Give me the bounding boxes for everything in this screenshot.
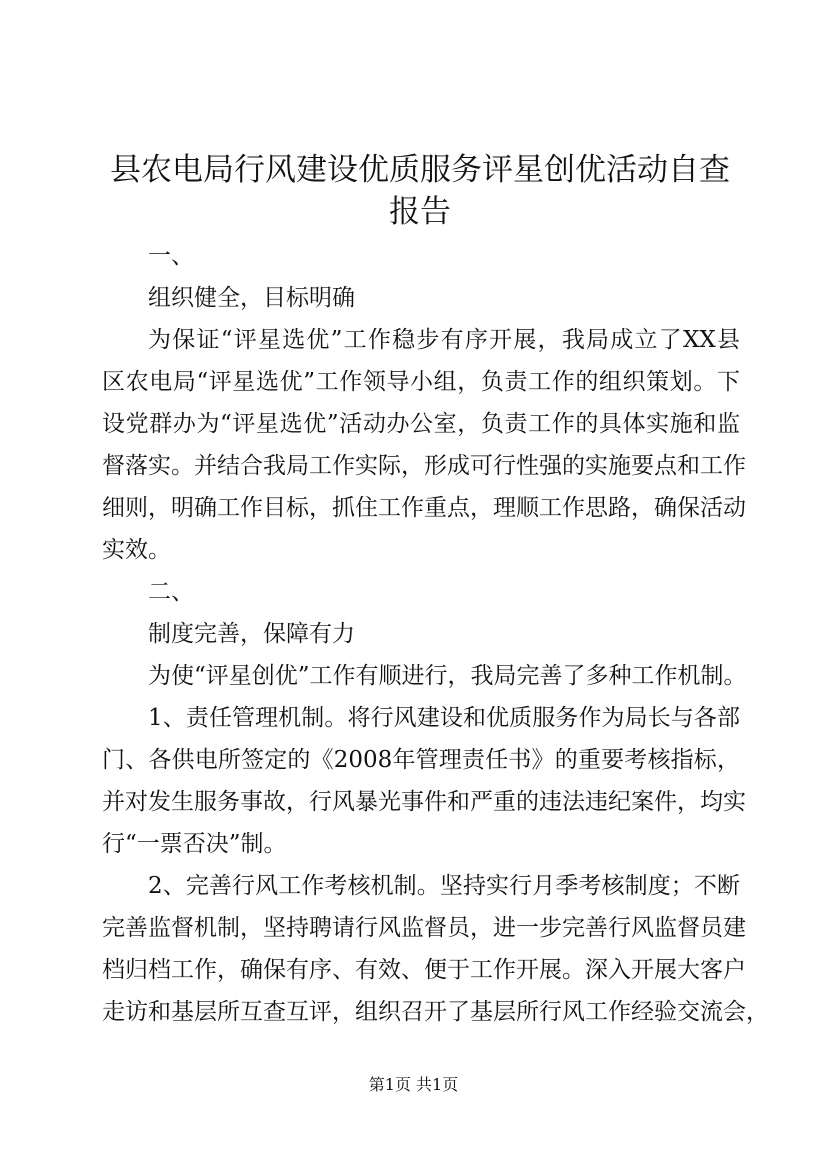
paragraph-line: 档归档工作，确保有序、有效、便于工作开展。深入开展大客户 bbox=[102, 957, 746, 983]
paragraph-line: 行“一票否决”制。 bbox=[102, 831, 287, 857]
document-title-line-2: 报告 bbox=[389, 194, 451, 230]
paragraph-line: 门、各供电所签定的《2008年管理责任书》的重要考核指标， bbox=[102, 747, 740, 773]
paragraph-line: 走访和基层所互查互评，组织召开了基层所行风工作经验交流会， bbox=[102, 999, 769, 1025]
paragraph-line: 细则，明确工作目标，抓住工作重点，理顺工作思路，确保活动 bbox=[102, 495, 746, 521]
paragraph-line: 并对发生服务事故，行风暴光事件和严重的违法违纪案件，均实 bbox=[102, 789, 746, 815]
section-heading: 制度完善，保障有力 bbox=[148, 621, 355, 647]
paragraph-line: 2、完善行风工作考核机制。坚持实行月季考核制度；不断 bbox=[148, 873, 740, 899]
paragraph-line: 区农电局“评星选优”工作领导小组，负责工作的组织策划。下 bbox=[102, 369, 740, 395]
paragraph-line: 1、责任管理机制。将行风建设和优质服务作为局长与各部 bbox=[148, 705, 740, 731]
paragraph-line: 督落实。并结合我局工作实际，形成可行性强的实施要点和工作 bbox=[102, 453, 746, 479]
paragraph-line: 为使“评星创优”工作有顺进行，我局完善了多种工作机制。 bbox=[148, 663, 747, 689]
paragraph-line: 设党群办为“评星选优”活动办公室，负责工作的具体实施和监 bbox=[102, 411, 740, 437]
paragraph-line: 为保证“评星选优”工作稳步有序开展，我局成立了XX县 bbox=[148, 327, 740, 353]
page-footer: 第1页 共1页 bbox=[368, 1075, 459, 1094]
section-number: 二、 bbox=[148, 579, 194, 605]
paragraph-line: 完善监督机制，坚持聘请行风监督员，进一步完善行风监督员建 bbox=[102, 915, 746, 941]
section-number: 一、 bbox=[148, 243, 194, 269]
section-heading: 组织健全，目标明确 bbox=[148, 285, 355, 311]
paragraph-line: 实效。 bbox=[102, 537, 171, 563]
document-title-line-1: 县农电局行风建设优质服务评星创优活动自查 bbox=[110, 152, 730, 188]
